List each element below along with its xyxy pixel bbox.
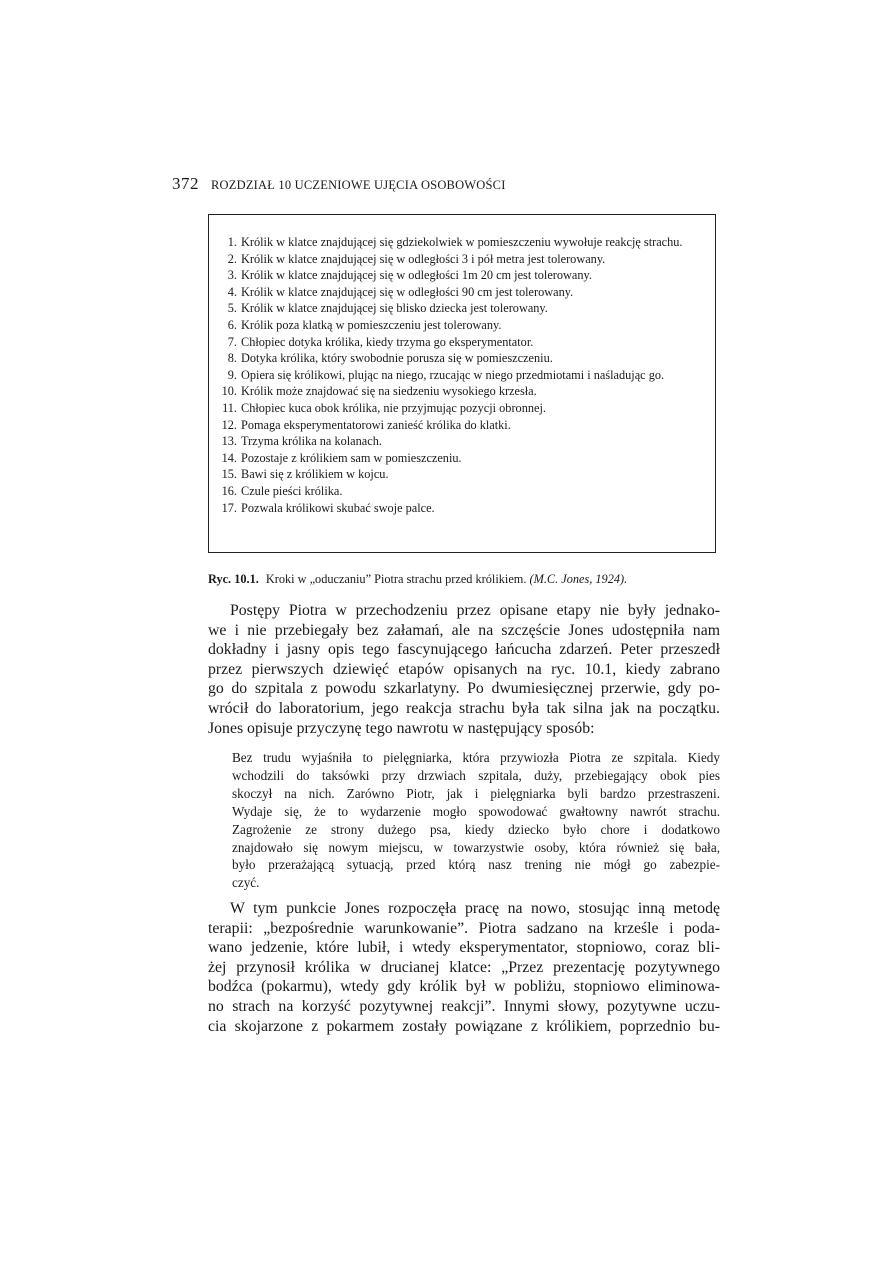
step-item	[219, 383, 695, 400]
paragraph-line: wano jedzenie, które lubił, i wtedy eksperymentator, stopniowo, coraz bli-	[208, 939, 720, 957]
step-number: 16.	[221, 483, 237, 498]
step-item	[219, 267, 695, 284]
step-text: Królik w klatce znajdującej się gdziekolwiek w pomieszczeniu wywołuje reakcję strachu.	[241, 235, 683, 249]
paragraph-line: W tym punkcie Jones rozpoczęła pracę na nowo, stosując inną metodę	[230, 900, 720, 917]
step-item	[219, 334, 695, 351]
step-number: 13.	[221, 434, 237, 449]
step-item	[219, 466, 695, 483]
step-text: Bawi się z królikiem w kojcu.	[241, 467, 389, 482]
step-number: 11.	[222, 400, 237, 415]
step-number: 2.	[227, 251, 237, 266]
step-text: Królik może znajdować się na siedzeniu wysokiego krzesła.	[241, 384, 537, 399]
step-item	[219, 483, 695, 500]
step-text: Królik w klatce znajdującej się w odległości 3 i pół metra jest tolerowany.	[241, 251, 606, 266]
step-item	[219, 417, 695, 434]
quote-line: Wydaje się, że to wydarzenie mogło spowodować gwałtowny nawrót strachu.	[232, 803, 720, 819]
step-number: 4.	[227, 284, 237, 299]
step-item	[219, 367, 695, 384]
paragraph-line: bodźca (pokarmu), wtedy gdy królik był w pobliżu, stopniowo eliminowa-	[208, 978, 720, 996]
step-item	[219, 350, 695, 367]
step-number: 14.	[221, 450, 237, 465]
step-number: 10.	[221, 384, 237, 399]
paragraph-line: wrócił do laboratorium, jego reakcja strachu była tak silna jak na początku.	[208, 699, 720, 717]
step-text: Królik poza klatką w pomieszczeniu jest tolerowany.	[241, 317, 502, 332]
step-number: 6.	[227, 317, 237, 332]
step-item	[219, 317, 695, 334]
paragraph-line: we i nie przebiegały bez załamań, ale na szczęście Jones udostępniła nam	[208, 621, 720, 639]
steps-list	[219, 234, 695, 516]
paragraph-line: terapii: „bezpośrednie warunkowanie”. Piotra sadzano na krześle i poda-	[208, 919, 720, 937]
step-item	[219, 251, 695, 268]
step-item	[219, 433, 695, 450]
caption-label: Ryc. 10.1.	[208, 572, 259, 586]
step-text: Pozostaje z królikiem sam w pomieszczeniu.	[241, 450, 462, 465]
caption-text: Kroki w „oduczaniu” Piotra strachu przed królikiem.	[265, 572, 527, 586]
body-paragraph-1	[208, 601, 720, 738]
paragraph-line: no strach na korzyść pozytywnej reakcji”. Innymi słowy, pozytywne uczu-	[208, 997, 720, 1015]
step-text: Królik w klatce znajdującej się w odległości 90 cm jest tolerowany.	[241, 284, 574, 299]
quote-line: czyć.	[232, 875, 260, 891]
step-text: Trzyma królika na kolanach.	[241, 434, 382, 449]
quote-line: wchodzili do taksówki przy drzwiach szpitala, duży, przebiegający obok pies	[232, 767, 720, 783]
step-text: Pozwala królikowi skubać swoje palce.	[241, 500, 435, 515]
quote-line: skoczył na nich. Zarówno Piotr, jak i pielęgniarka byli bardzo przestraszeni.	[232, 785, 720, 801]
figure-caption	[208, 572, 728, 587]
step-item	[219, 450, 695, 467]
step-item	[219, 500, 695, 517]
step-text: Królik w klatce znajdującej się w odległości 1m 20 cm jest tolerowany.	[241, 268, 592, 283]
block-quote	[232, 749, 720, 892]
paragraph-line: Jones opisuje przyczynę tego nawrotu w następujący sposób:	[208, 719, 595, 737]
paragraph-line: Postępy Piotra w przechodzeniu przez opisane etapy nie były jednako-	[230, 602, 720, 619]
step-number: 9.	[227, 367, 237, 382]
running-head	[172, 174, 732, 194]
paragraph-line: żej przynosił królika w drucianej klatce: „Przez prezentację pozytywnego	[208, 958, 720, 976]
step-item	[219, 300, 695, 317]
step-number: 1.	[227, 235, 237, 249]
step-number: 17.	[221, 500, 237, 515]
quote-line: znajdowało się nowym miejscu, w towarzystwie osoby, która również się bała,	[232, 839, 720, 855]
step-text: Chłopiec dotyka królika, kiedy trzyma go eksperymentator.	[241, 334, 534, 349]
page-number: 372	[172, 174, 199, 193]
quote-line: Zagrożenie ze strony dużego psa, kiedy dziecko było chore i dodatkowo	[232, 821, 720, 837]
step-number: 15.	[221, 467, 237, 482]
step-number: 7.	[227, 334, 237, 349]
paragraph-line: dokładny i jasny opis tego fascynującego łańcucha zdarzeń. Peter przeszedł	[208, 641, 720, 659]
step-text: Dotyka królika, który swobodnie porusza się w pomieszczeniu.	[241, 351, 553, 366]
step-text: Chłopiec kuca obok królika, nie przyjmując pozycji obronnej.	[241, 400, 546, 415]
chapter-title: ROZDZIAŁ 10 UCZENIOWE UJĘCIA OSOBOWOŚCI	[211, 178, 506, 192]
quote-line: było przerażającą sytuacją, przed którą nasz trening nie mógł go zabezpie-	[232, 857, 720, 873]
body-paragraph-2	[208, 899, 720, 1036]
step-text: Pomaga eksperymentatorowi zanieść królika do klatki.	[241, 417, 511, 432]
step-text: Czule pieści królika.	[241, 483, 343, 498]
step-item	[219, 284, 695, 301]
caption-source: (M.C. Jones, 1924).	[529, 572, 628, 586]
step-number: 8.	[227, 351, 237, 366]
step-item	[219, 234, 695, 251]
paragraph-line: przez pierwszych dziewięć etapów opisanych na ryc. 10.1, kiedy zabrano	[208, 660, 720, 678]
paragraph-line: cia skojarzone z pokarmem zostały powiązane z królikiem, poprzednio bu-	[208, 1017, 720, 1035]
step-text: Opiera się królikowi, plując na niego, rzucając w niego przedmiotami i naśladując go.	[241, 367, 665, 382]
quote-line: Bez trudu wyjaśniła to pielęgniarka, która przywiozła Piotra ze szpitala. Kiedy	[232, 750, 720, 765]
step-item	[219, 400, 695, 417]
step-text: Królik w klatce znajdującej się blisko dziecka jest tolerowany.	[241, 301, 548, 316]
paragraph-line: go do szpitala z powodu szkarlatyny. Po dwumiesięcznej przerwie, gdy po-	[208, 680, 720, 698]
figure-steps-box	[208, 214, 716, 553]
step-number: 12.	[221, 417, 237, 432]
step-number: 5.	[227, 301, 237, 316]
step-number: 3.	[227, 268, 237, 283]
